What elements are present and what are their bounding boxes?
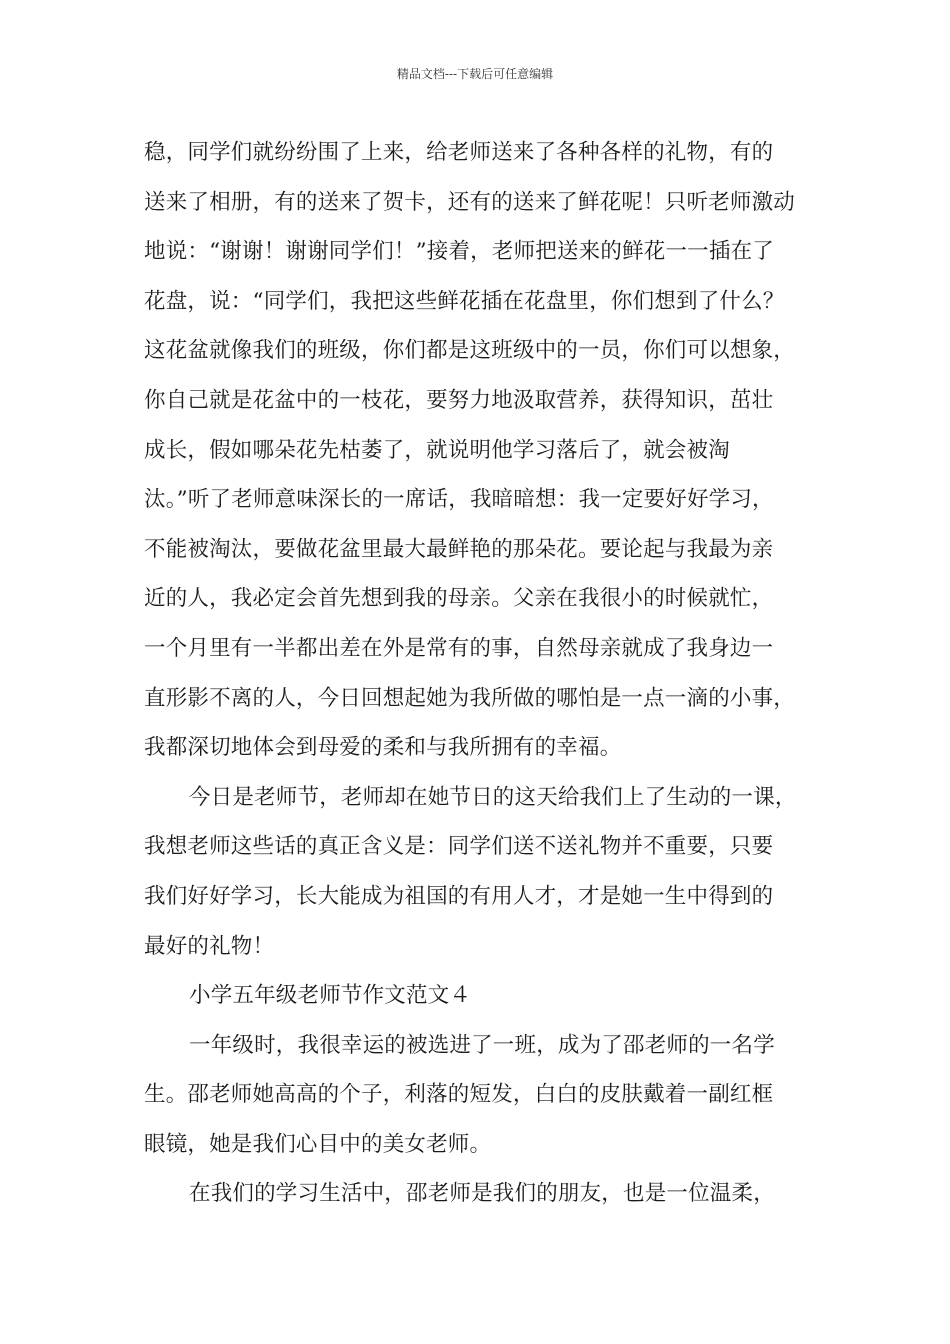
text-line: 汰。”听了老师意味深长的一席话，我暗暗想：我一定要好好学习， <box>144 487 774 513</box>
text-line: 一个月里有一半都出差在外是常有的事，自然母亲就成了我身边一 <box>144 635 774 661</box>
text-line: 最好的礼物！ <box>144 933 275 959</box>
text-line: 成长，假如哪朵花先枯萎了，就说明他学习落后了，就会被淘 <box>144 437 730 463</box>
text-line: 直形影不离的人，今日回想起她为我所做的哪怕是一点一滴的小事， <box>144 685 796 711</box>
page-header: 精品文档---下载后可任意编辑 <box>396 67 554 81</box>
text-line: 你自己就是花盆中的一枝花，要努力地汲取营养，获得知识，茁壮 <box>144 387 774 413</box>
text-line: 地说：“谢谢！谢谢同学们！”接着，老师把送来的鲜花一一插在了 <box>144 239 774 265</box>
text-line: 我想老师这些话的真正含义是：同学们送不送礼物并不重要，只要 <box>144 834 774 860</box>
text-line: 花盘，说：“同学们，我把这些鲜花插在花盘里，你们想到了什么？ <box>144 288 785 314</box>
text-line: 眼镜，她是我们心目中的美女老师。 <box>144 1131 492 1157</box>
paragraph-start-line: 今日是老师节，老师却在她节日的这天给我们上了生动的一课， <box>189 784 797 810</box>
text-line: 不能被淘汰，要做花盆里最大最鲜艳的那朵花。要论起与我最为亲 <box>144 536 774 562</box>
section-title: 小学五年级老师节作文范文４ <box>189 983 472 1009</box>
text-line: 我都深切地体会到母爱的柔和与我所拥有的幸福。 <box>144 735 622 761</box>
text-line: 稳，同学们就纷纷围了上来，给老师送来了各种各样的礼物，有的 <box>144 140 774 165</box>
text-line: 送来了相册，有的送来了贺卡，还有的送来了鲜花呢！只听老师激动 <box>144 189 796 215</box>
paragraph-start-line: 在我们的学习生活中，邵老师是我们的朋友，也是一位温柔， <box>189 1181 775 1207</box>
text-line: 生。邵老师她高高的个子，利落的短发，白白的皮肤戴着一副红框 <box>144 1082 774 1108</box>
document-body <box>144 128 824 1219</box>
text-line: 我们好好学习，长大能成为祖国的有用人才，才是她一生中得到的 <box>144 883 774 909</box>
text-line: 近的人，我必定会首先想到我的母亲。父亲在我很小的时候就忙， <box>144 586 774 612</box>
paragraph-start-line: 一年级时，我很幸运的被选进了一班，成为了邵老师的一名学 <box>189 1032 775 1058</box>
text-line: 这花盆就像我们的班级，你们都是这班级中的一员，你们可以想象， <box>144 338 796 364</box>
